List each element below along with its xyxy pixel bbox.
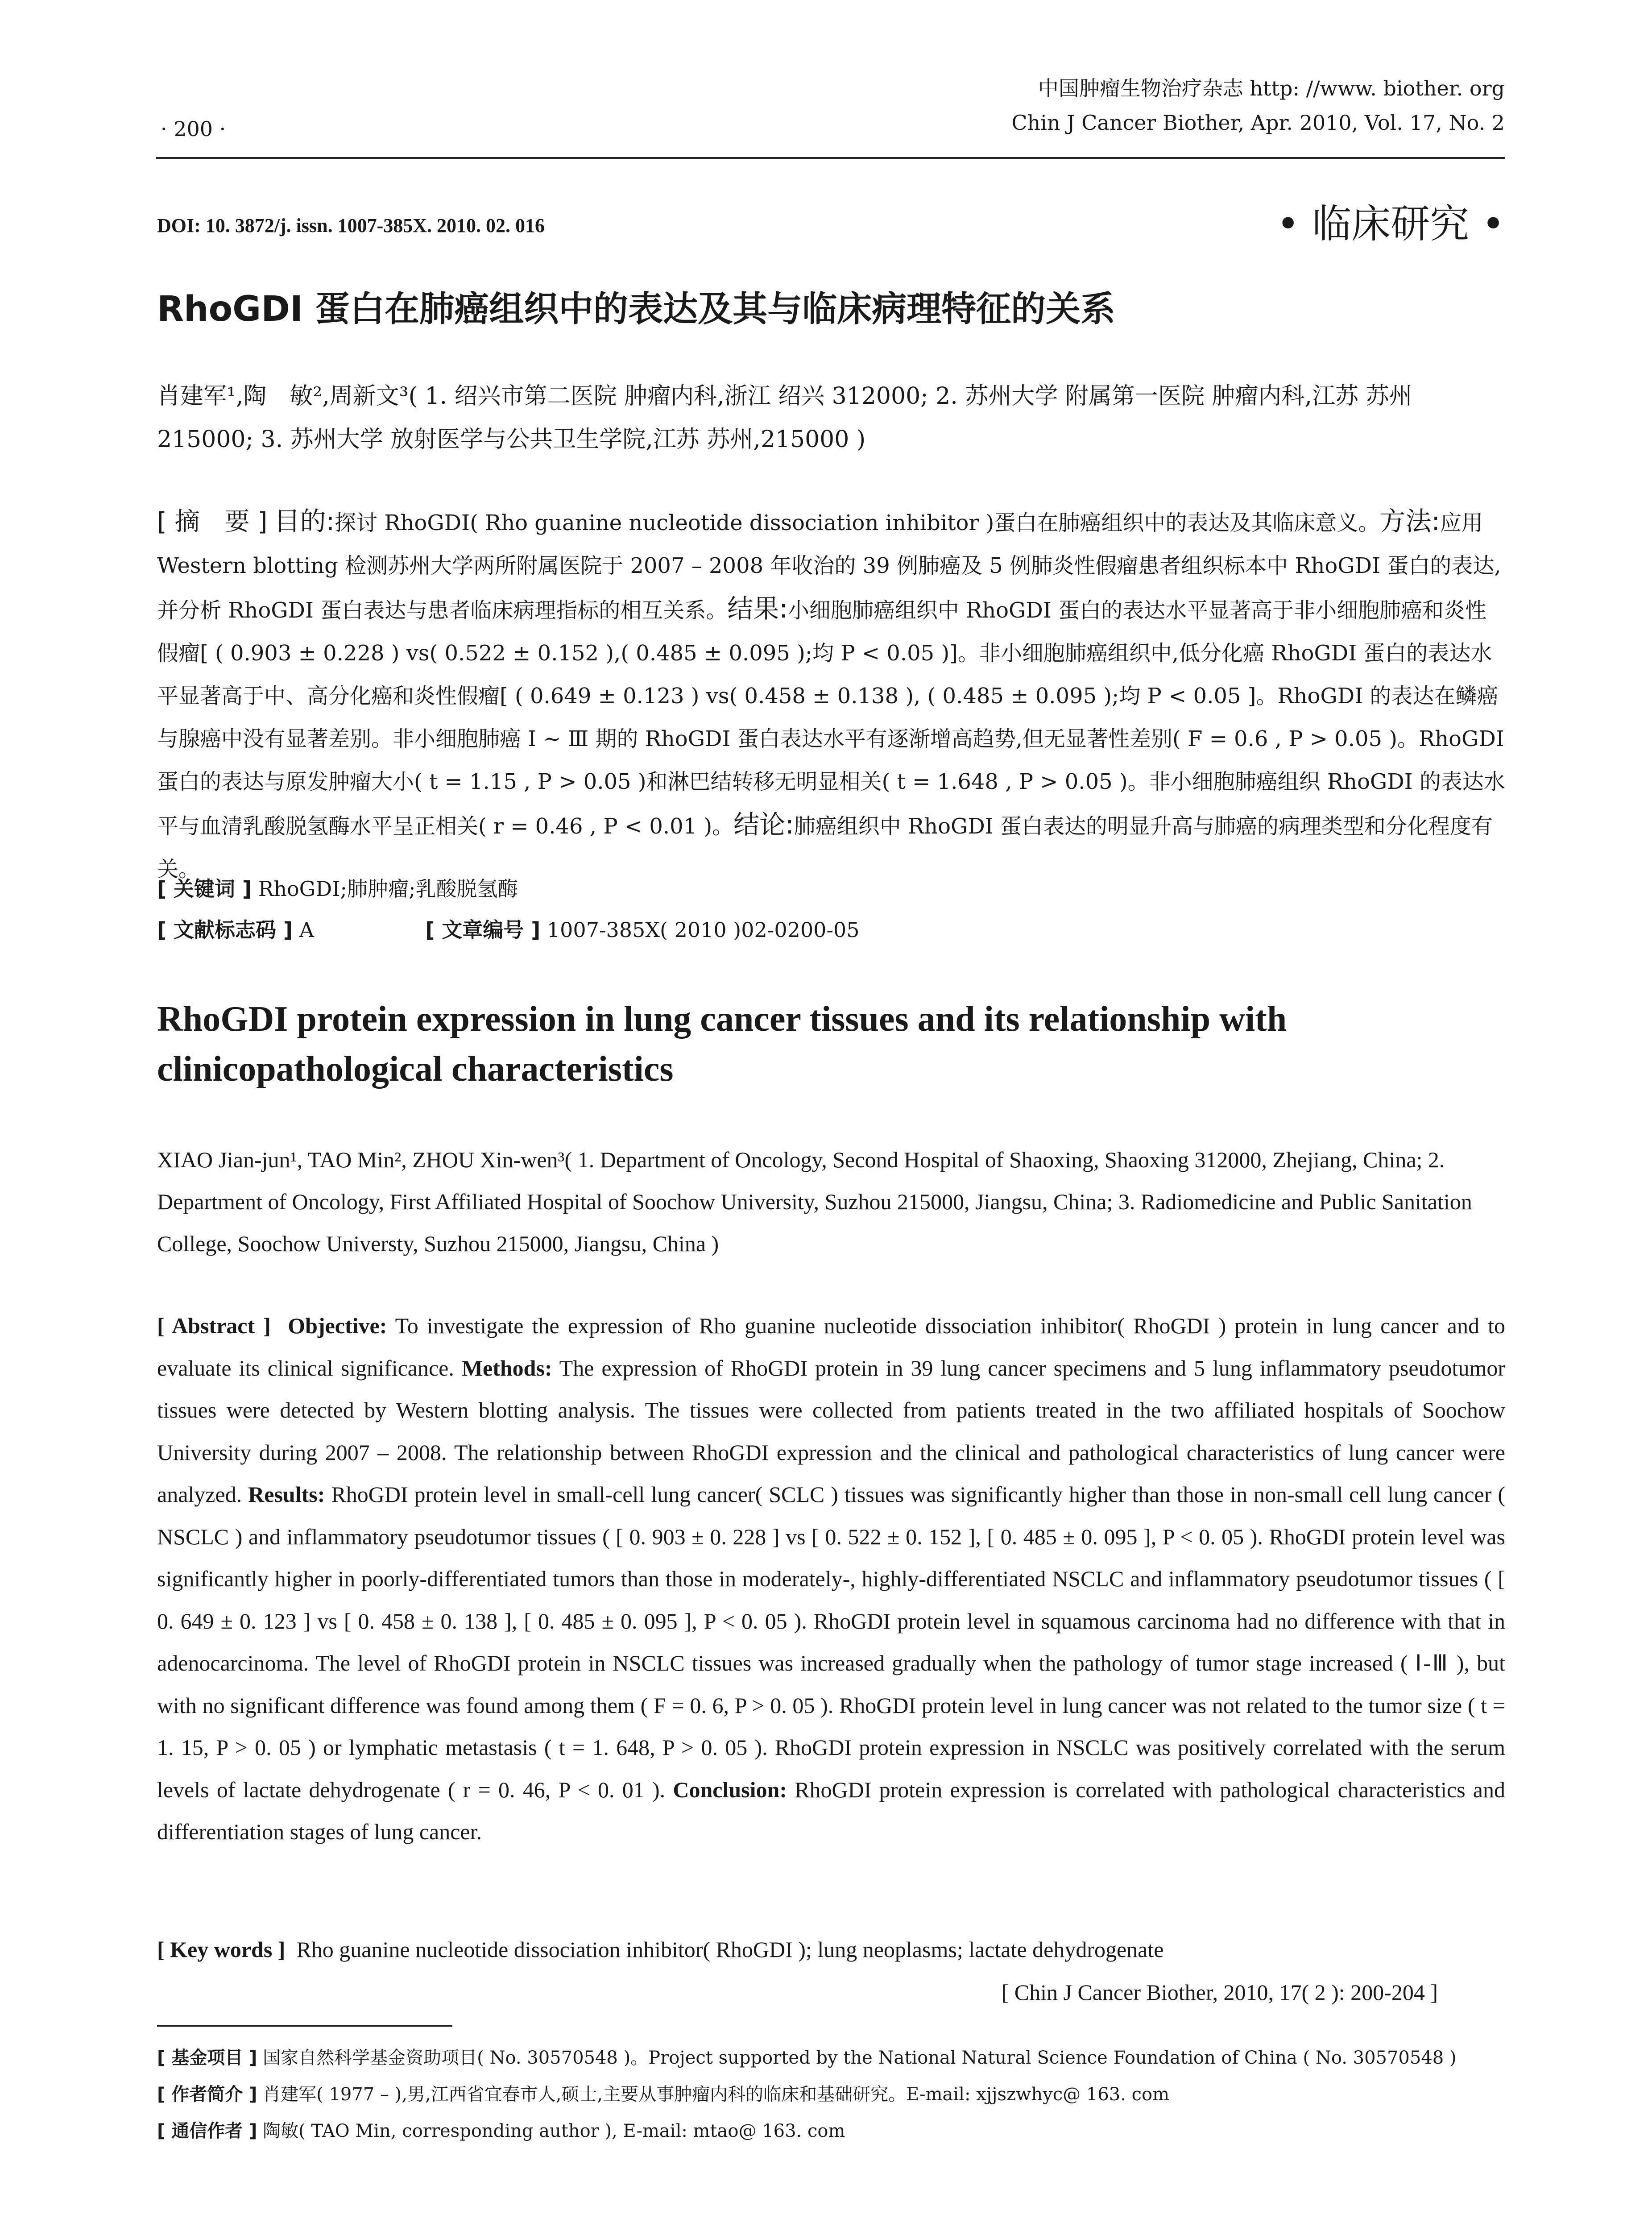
en-keywords [157, 1937, 1505, 1962]
en-methods: The expression of RhoGDI protein in 39 lung cancer specimens and 5 lung inflammatory pseudotumor tissues were detected by Western blotting analysis. The tissues were collected from patients treated in the two affiliated hospitals of Soochow University during 2007 – 2008. The relationship between RhoGDI expression and the clinical and pathological characteristics of lung cancer were analyzed. [157, 1355, 1505, 1507]
en-abstract [157, 1305, 1505, 1853]
article-no: 1007-385X( 2010 )02-0200-05 [547, 918, 860, 942]
en-objective: To investigate the expression of Rho guanine nucleotide dissociation inhibitor( RhoGDI ) protein in lung cancer and to evaluate its clinical significance. [157, 1313, 1506, 1381]
footnote-author [157, 2080, 1505, 2106]
en-title: RhoGDI protein expression in lung cancer tissues and its relationship with clinicopathological characteristics [157, 999, 1287, 1089]
journal-header-en: Chin J Cancer Biother, Apr. 2010, Vol. 17, No. 2 [1011, 111, 1505, 135]
author-label: [ 作者简介 ] [157, 2084, 257, 2105]
header-rule [156, 157, 1505, 159]
corr-label: [ 通信作者 ] [157, 2121, 257, 2141]
footnote-corresponding [157, 2117, 1505, 2142]
cn-title: RhoGDI 蛋白在肺癌组织中的表达及其与临床病理特征的关系 [157, 289, 1116, 329]
fund-label: [ 基金项目 ] [157, 2048, 257, 2068]
doc-code-label: [ 文献标志码 ] [157, 918, 293, 942]
doc-code: A [299, 918, 314, 942]
en-results-label: Results: [248, 1482, 325, 1507]
cn-keywords-text: RhoGDI;肺肿瘤;乳酸脱氢酶 [258, 877, 518, 901]
citation: [ Chin J Cancer Biother, 2010, 17( 2 ): 200-204 ] [1001, 1980, 1438, 2005]
fund-text: 国家自然科学基金资助项目( No. 30570548 )。Project supported by the National Natural Science Foundation of China ( No. 30570548 ) [263, 2048, 1457, 2068]
en-conclusion: RhoGDI protein expression is correlated with pathological characteristics and differentiation stages of lung cancer. [157, 1777, 1505, 1844]
author-text: 肖建军( 1977 – ),男,江西省宜春市人,硕士,主要从事肿瘤内科的临床和基础研究。E-mail: xjjszwhyc@ 163. com [263, 2084, 1170, 2105]
cn-keywords [157, 873, 518, 902]
article-no-label: [ 文章编号 ] [425, 918, 541, 942]
en-objective-label: Objective: [288, 1313, 387, 1338]
cn-objective-label: 目的: [274, 506, 335, 536]
cn-conclusion-label: 结论: [733, 809, 794, 840]
page-number: · 200 · [161, 117, 226, 141]
cn-doc-ids [157, 914, 859, 943]
en-authors: XIAO Jian-jun¹, TAO Min², ZHOU Xin-wen³( 1. Department of Oncology, Second Hospital of Shaoxing, Shaoxing 312000, Zhejiang, China; 2. Department of Oncology, First Affiliated Hospital of Soochow University, Suzhou 215000, Jiangsu, China; 3. Radiomedicine and Public Sanitation College, Soochow Universty, Suzhou 215000, Jiangsu, China ) [157, 1147, 1472, 1256]
cn-results-label: 结果: [727, 593, 788, 624]
cn-conclusion: 肺癌组织中 RhoGDI 蛋白表达的明显升高与肺癌的病理类型和分化程度有关。 [157, 814, 1493, 882]
en-results: RhoGDI protein level in small-cell lung cancer( SCLC ) tissues was significantly higher than those in non-small cell lung cancer ( NSCLC ) and inflammatory pseudotumor tissues ( [ 0. 903 ± 0. 228 ] vs [ 0. 522 ± 0. 152 ], [ 0. 485 ± 0. 095 ], P < 0. 05 ). RhoGDI protein level was significantly higher in poorly-differentiated tumors than those in moderately-, highly-differentiated NSCLC and inflammatory pseudotumor tissues ( [ 0. 649 ± 0. 123 ] vs [ 0. 458 ± 0. 138 ], [ 0. 485 ± 0. 095 ], P < 0. 05 ). RhoGDI protein level in squamous carcinoma had no difference with that in adenocarcinoma. The level of RhoGDI protein in NSCLC tissues was increased gradually when the pathology of tumor stage increased ( Ⅰ-Ⅲ ), but with no significant difference was found among them ( F = 0. 6, P > 0. 05 ). RhoGDI protein level in lung cancer was not related to the tumor size ( t = 1. 15, P > 0. 05 ) or lymphatic metastasis ( t = 1. 648, P > 0. 05 ). RhoGDI protein expression in NSCLC was positively correlated with the serum levels of lactate dehydrogenate ( r = 0. 46, P < 0. 01 ). [157, 1482, 1506, 1802]
footnote-fund [157, 2044, 1505, 2069]
en-abstract-label: [ Abstract ] [157, 1313, 271, 1338]
cn-authors: 肖建军¹,陶 敏²,周新文³( 1. 绍兴市第二医院 肿瘤内科,浙江 绍兴 312000; 2. 苏州大学 附属第一医院 肿瘤内科,江苏 苏州 215000; 3. 苏州大学 放射医学与公共卫生学院,江苏 苏州,215000 ) [157, 383, 1412, 453]
journal-header-cn: 中国肿瘤生物治疗杂志 http: //www. biother. org [1038, 76, 1505, 100]
cn-methods: 应用 Western blotting 检测苏州大学两所附属医院于 2007 – 2008 年收治的 39 例肺癌及 5 例肺炎性假瘤患者组织标本中 RhoGDI 蛋白的表达,并分析 RhoGDI 蛋白表达与患者临床病理指标的相互关系。 [157, 510, 1501, 623]
en-keywords-label: [ Key words ] [157, 1937, 286, 1962]
en-methods-label: Methods: [461, 1355, 552, 1381]
corr-text: 陶敏( TAO Min, corresponding author ), E-mail: mtao@ 163. com [263, 2121, 845, 2141]
cn-abstract-label: [ 摘 要 ] [157, 507, 268, 536]
en-keywords-text: Rho guanine nucleotide dissociation inhibitor( RhoGDI ); lung neoplasms; lactate dehydrogenate [296, 1937, 1164, 1962]
cn-keywords-label: [ 关键词 ] [157, 877, 252, 901]
cn-methods-label: 方法: [1379, 506, 1440, 536]
cn-abstract [157, 500, 1505, 891]
section-label: • 临床研究 • [1276, 201, 1505, 247]
doi: DOI: 10. 3872/j. issn. 1007-385X. 2010. 02. 016 [157, 215, 545, 236]
cn-objective: 探讨 RhoGDI( Rho guanine nucleotide dissociation inhibitor )蛋白在肺癌组织中的表达及其临床意义。 [335, 510, 1380, 535]
footnote-rule [157, 2025, 452, 2027]
cn-results: 小细胞肺癌组织中 RhoGDI 蛋白的表达水平显著高于非小细胞肺癌和炎性假瘤[ ( 0.903 ± 0.228 ) vs( 0.522 ± 0.152 ),( 0.485 ± 0.095 );均 P < 0.05 )]。非小细胞肺癌组织中,低分化癌 RhoGDI 蛋白的表达水平显著高于中、高分化癌和炎性假瘤[ ( 0.649 ± 0.123 ) vs( 0.458 ± 0.138 ), ( 0.485 ± 0.095 );均 P < 0.05 ]。RhoGDI 的表达在鳞癌与腺癌中没有显著差别。非小细胞肺癌 Ⅰ ~ Ⅲ 期的 RhoGDI 蛋白表达水平有逐渐增高趋势,但无显著性差别( F = 0.6 , P > 0.05 )。RhoGDI 蛋白的表达与原发肿瘤大小( t = 1.15 , P > 0.05 )和淋巴结转移无明显相关( t = 1.648 , P > 0.05 )。非小细胞肺癌组织 RhoGDI 的表达水平与血清乳酸脱氢酶水平呈正相关( r = 0.46 , P < 0.01 )。 [157, 598, 1505, 839]
en-conclusion-label: Conclusion: [673, 1777, 787, 1802]
